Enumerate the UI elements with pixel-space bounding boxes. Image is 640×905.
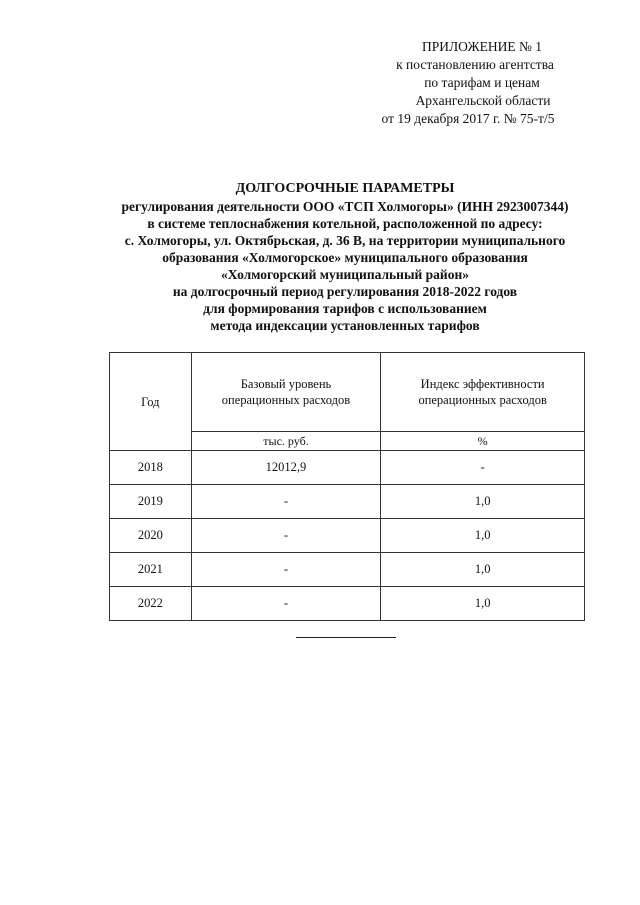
parameters-table — [109, 352, 585, 621]
cell-year: 2018 — [110, 451, 192, 485]
table-row — [110, 553, 585, 587]
closing-rule — [296, 637, 396, 638]
cell-base-level: - — [191, 553, 381, 587]
cell-efficiency-index: 1,0 — [381, 519, 585, 553]
header-year: Год — [110, 353, 192, 451]
document-title: ДОЛГОСРОЧНЫЕ ПАРАМЕТРЫ — [235, 181, 455, 196]
cell-year: 2022 — [110, 587, 192, 621]
table-row — [110, 587, 585, 621]
table-row — [110, 485, 585, 519]
appendix-line: к постановлению агентства — [396, 57, 554, 72]
appendix-line: Архангельской области — [415, 93, 551, 108]
heading-line: с. Холмогоры, ул. Октябрьская, д. 36 В, на территории муниципального — [124, 233, 566, 248]
cell-efficiency-index: 1,0 — [381, 587, 585, 621]
heading-line: метода индексации установленных тарифов — [210, 318, 480, 333]
cell-base-level: 12012,9 — [191, 451, 381, 485]
unit-base-level: тыс. руб. — [191, 432, 381, 451]
heading-line: на долгосрочный период регулирования 2018-2022 годов — [172, 284, 518, 299]
cell-year: 2019 — [110, 485, 192, 519]
header-base-level — [191, 353, 381, 432]
appendix-title: ПРИЛОЖЕНИЕ № 1 — [421, 39, 543, 54]
appendix-line: по тарифам и ценам — [424, 75, 540, 90]
header-efficiency-index — [381, 353, 585, 432]
unit-efficiency-index: % — [381, 432, 585, 451]
heading-line: регулирования деятельности ООО «ТСП Холмогоры» (ИНН 2923007344) — [121, 199, 569, 214]
heading-line: «Холмогорский муниципальный район» — [221, 267, 469, 282]
cell-base-level: - — [191, 587, 381, 621]
cell-efficiency-index: 1,0 — [381, 553, 585, 587]
cell-efficiency-index: - — [381, 451, 585, 485]
document-heading — [40, 180, 640, 334]
cell-year: 2020 — [110, 519, 192, 553]
table-row — [110, 451, 585, 485]
header-base-level-text: Базовый уровень операционных расходов — [221, 377, 351, 407]
cell-year: 2021 — [110, 553, 192, 587]
cell-base-level: - — [191, 519, 381, 553]
appendix-line: от 19 декабря 2017 г. № 75-т/5 — [381, 111, 555, 126]
header-efficiency-index-text: Индекс эффективности операционных расходов — [418, 377, 547, 407]
heading-line: для формирования тарифов с использованием — [203, 301, 487, 316]
table-header-row — [110, 353, 585, 432]
cell-base-level: - — [191, 485, 381, 519]
appendix-block — [308, 38, 568, 128]
cell-efficiency-index: 1,0 — [381, 485, 585, 519]
heading-line: образования «Холмогорское» муниципального образования — [162, 250, 528, 265]
heading-line: в системе теплоснабжения котельной, расположенной по адресу: — [147, 216, 543, 231]
table-row — [110, 519, 585, 553]
